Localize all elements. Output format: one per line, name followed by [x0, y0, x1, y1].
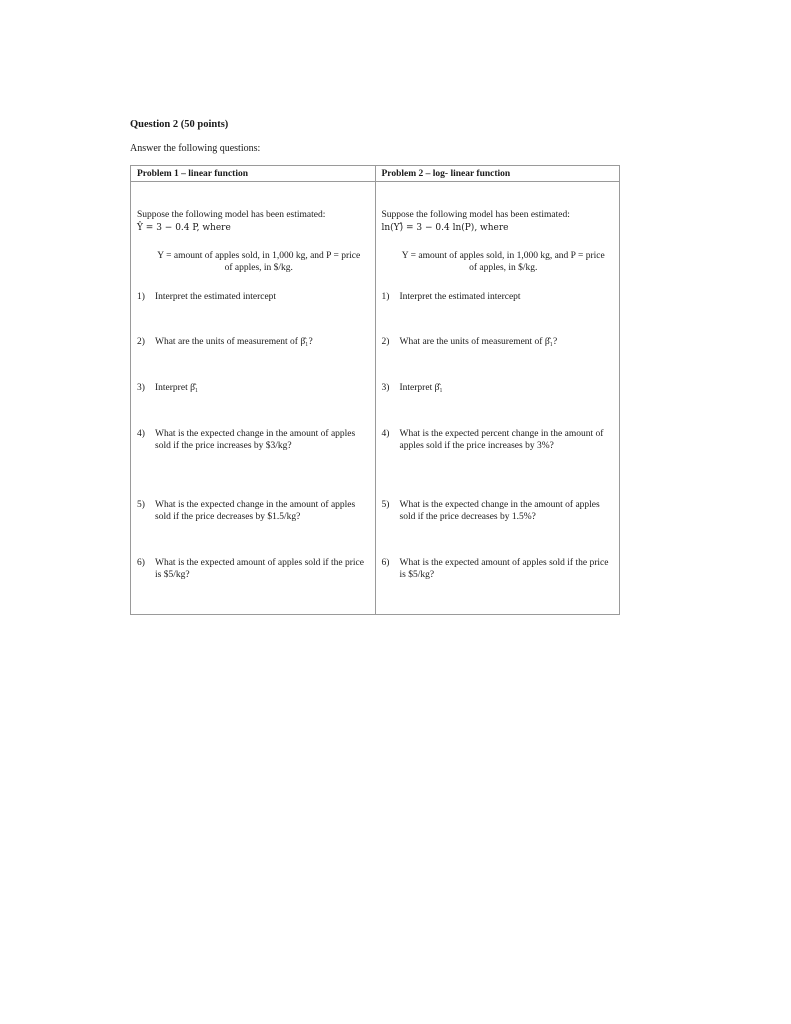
- list-item: [137, 428, 371, 452]
- list-item: [137, 557, 371, 581]
- item-number: 1): [381, 292, 390, 302]
- item-number: 6): [381, 558, 390, 568]
- item-text: What is the expected change in the amount of apples sold if the price increases by $3/kg?: [155, 429, 356, 451]
- item-number: 5): [137, 500, 145, 510]
- item-number: 2): [381, 337, 390, 347]
- problem-1-column: [131, 182, 375, 614]
- table-body-row: [131, 182, 620, 615]
- header-cell-problem-2: [375, 166, 620, 182]
- list-item: [382, 428, 616, 452]
- item-text: Interpret the estimated intercept: [399, 292, 521, 302]
- problems-table: [130, 165, 620, 615]
- item-number: 1): [137, 292, 145, 302]
- list-item: [382, 382, 616, 394]
- item-text: Interpret β̂₁: [399, 383, 443, 393]
- item-text: What is the expected amount of apples sold if the price is $5/kg?: [399, 558, 609, 580]
- problem-1-intro: Suppose the following model has been estimated:: [137, 210, 326, 220]
- problem-2-header: Problem 2 – log- linear function: [381, 169, 511, 179]
- table-header-row: [131, 166, 620, 182]
- question-title: Question 2 (50 points): [130, 119, 229, 130]
- problem-1-definition: Y = amount of apples sold, in 1,000 kg, and P = price of apples, in $/kg.: [157, 251, 361, 273]
- item-number: 5): [381, 500, 390, 510]
- problem-1-equation: Ŷ = 3 − 0.4 P, where: [137, 223, 231, 233]
- item-number: 3): [381, 383, 390, 393]
- item-number: 3): [137, 383, 145, 393]
- list-item: [137, 499, 371, 523]
- header-cell-problem-1: [131, 166, 376, 182]
- list-item: [382, 557, 616, 581]
- problem-2-definition: Y = amount of apples sold, in 1,000 kg, and P = price of apples, in $/kg.: [401, 251, 605, 273]
- item-text: Interpret β̂₁: [155, 383, 199, 393]
- item-text: Interpret the estimated intercept: [155, 292, 277, 302]
- problem-2-intro: Suppose the following model has been estimated:: [381, 210, 570, 220]
- problem-2-column: [376, 182, 620, 614]
- list-item: [382, 499, 616, 523]
- list-item: [137, 291, 371, 303]
- item-text: What are the units of measurement of β̂₁?: [399, 337, 558, 347]
- item-number: 4): [381, 429, 390, 439]
- question-instruction: Answer the following questions:: [130, 143, 261, 154]
- list-item: [382, 336, 616, 348]
- list-item: [137, 336, 371, 348]
- item-text: What is the expected change in the amount of apples sold if the price decreases by $1.5/kg?: [155, 500, 356, 522]
- problem-1-header: Problem 1 – linear function: [137, 169, 249, 179]
- item-text: What is the expected change in the amount of apples sold if the price decreases by 1.5%?: [399, 500, 600, 522]
- item-number: 2): [137, 337, 145, 347]
- item-text: What is the expected percent change in the amount of apples sold if the price increases by 3%?: [399, 429, 604, 451]
- list-item: [382, 291, 616, 303]
- item-number: 4): [137, 429, 145, 439]
- item-text: What are the units of measurement of β̂₁?: [155, 337, 313, 347]
- problem-2-cell: [375, 182, 620, 615]
- problem-1-cell: [131, 182, 376, 615]
- item-number: 6): [137, 558, 145, 568]
- item-text: What is the expected amount of apples sold if the price is $5/kg?: [155, 558, 364, 580]
- problem-2-equation: ln(Y)̂ = 3 − 0.4 ln(P), where: [381, 223, 509, 233]
- list-item: [137, 382, 371, 394]
